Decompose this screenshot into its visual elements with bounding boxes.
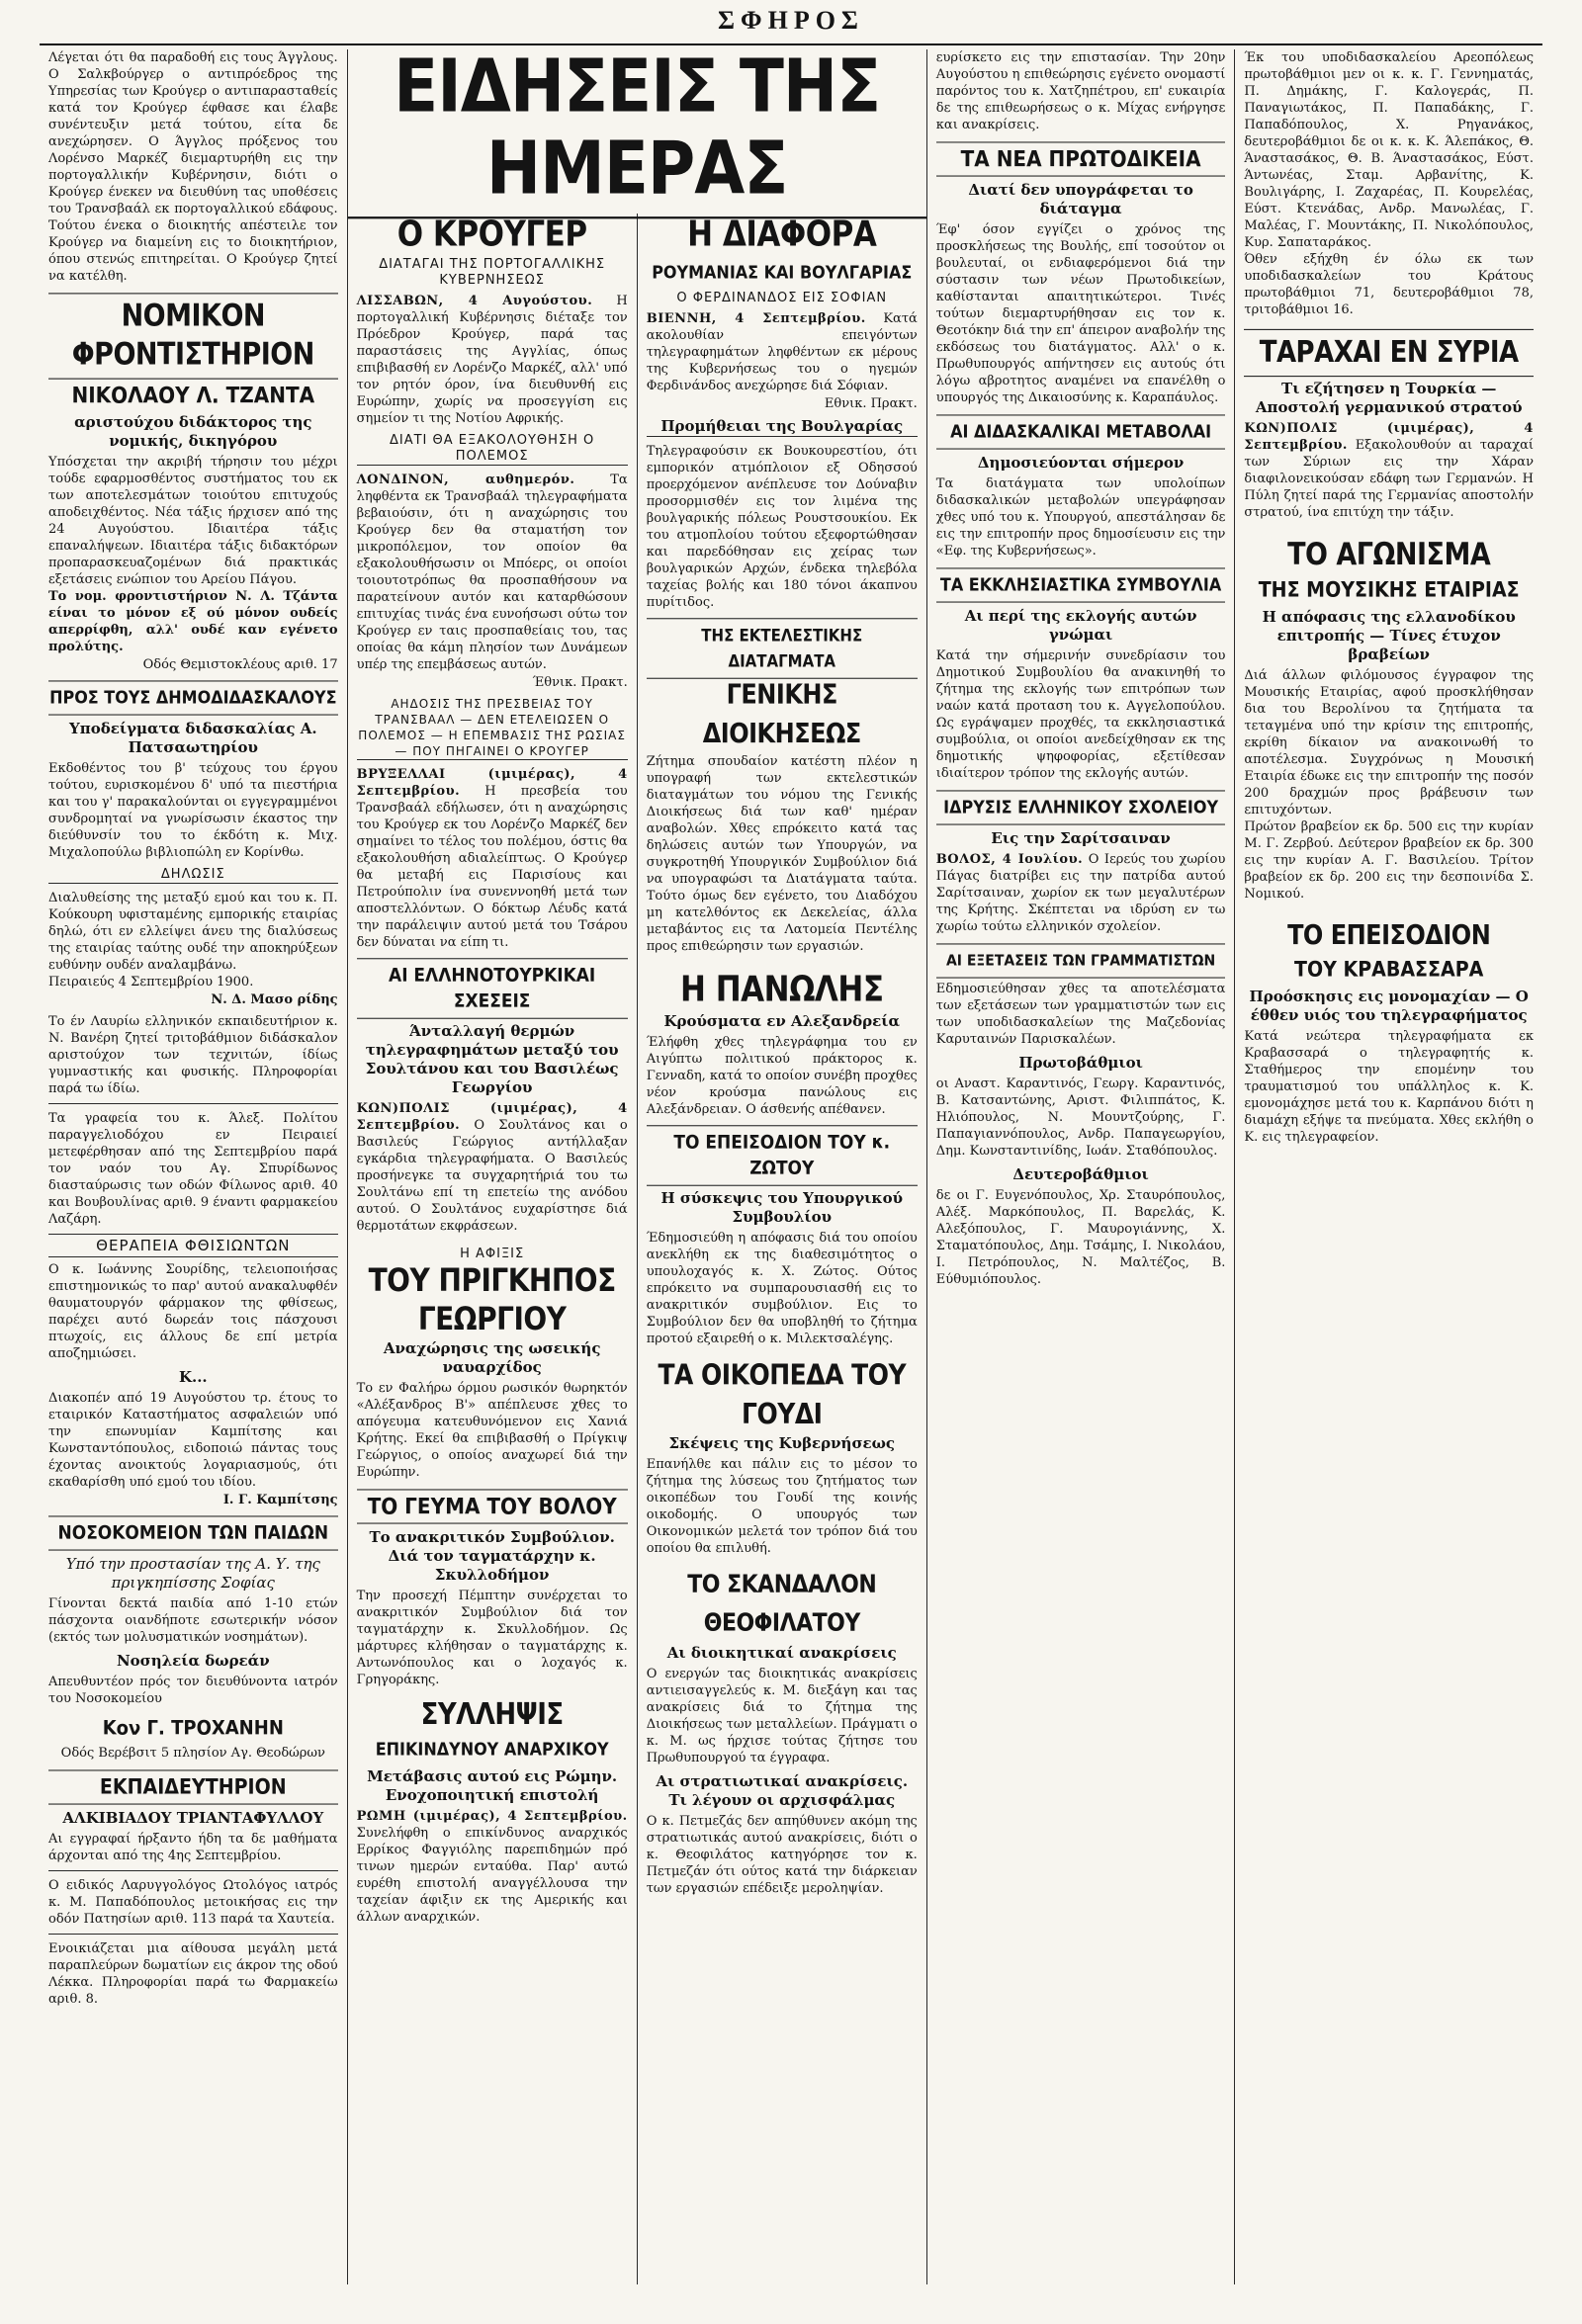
music-subtitle: Η απόφασις της ελλανοδίκου επιτροπής — Τίνες έτυχον βραβείων [1262,608,1516,663]
hospital-info: Απευθυντέον πρός τον διευθύνοντα ιατρόν του Νοσοκομείου [48,1675,338,1706]
school-founding-title: ΙΔΡΥΣΙΣ ΕΛΛΗΝΙΚΟΥ ΣΧΟΛΕΙΟΥ [936,790,1226,824]
war-dateline: ΛΟΝΔΙΝΟΝ, αυθημερόν. [356,473,575,487]
hospital-subtitle: Υπό την προστασίαν της Α. Υ. της πριγκηπίσσης Σοφίας [65,1555,320,1592]
lyceum-ad: Το έν Λαυρίω ελληνικόν εκπαιδευτήριον κ. Ν. Βανέρη ζητεί τριτοβάθμιον διδάσκαλον αριστούχον των τεχνιτών, ίδίως γυμναστικής και φυσικής. Πληροφορίαι παρά τω ίδίω. [48,1014,338,1096]
teachers-subtitle: Υποδείγματα διδασκαλίας Α. Πατσαωτηρίου [69,720,317,756]
banner-section [348,49,927,2284]
second-grade-body: δε οι Γ. Ευγενόπουλος, Χρ. Σταυρόπουλος, Αλέξ. Μαρκόπουλος, Π. Βαρελάς, Κ. Αλεξόπουλος, Γ. Μαυρογιάννης, Χ. Σταματόπουλος, Δημ. Τσάμης, Ι. Νικολάου, Ι. Πετρόπουλος, Ν. Μαλτέζος, Β. Εύθυμιόπουλος. [935,1188,1226,1287]
church-subtitle: Αι περί της εκλογής αυτών γνώμαι [964,607,1197,644]
therapy-title: ΘΕΡΑΠΕΙΑ ΦΘΙΣΙΩΝΤΩΝ [48,1234,338,1257]
exams-summary: Όθεν εξήχθη έν όλω εκ των υποδιδασκαλείων του Κράτους πρωτοβάθμιοι 71, δευτεροβάθμιοι 78, τριτοβάθμιοι 16. [1244,252,1534,317]
top-rule [40,43,1542,45]
incident-subtitle: Προόσκησις εις μονομαχίαν — Ο έθθεν υιός του τηλεγραφήματος [1249,988,1529,1024]
school-founding-subtitle: Εις την Σαρίτσαιναν [991,829,1171,847]
plague-body: Έλήφθη χθες τηλεγράφημα του εν Αιγύπτω πολιτικού πράκτορος κ. Γενναδη, κατά το οποίον συνέβη προχθες νέον κρούσμα πανώλους εις Αλεξάνδρειαν. Ο άσθενής απέθανεν. [646,1035,918,1117]
exams-continuation: Έκ του υποδιδασκαλείου Αρεοπόλεως πρωτοβάθμιοι μεν οι κ. κ. Γ. Γεννηματάς, Π. Δημάκης, Γ. Καλογεράς, Π. Παναγιωτάκος, Π. Παπαδάκης, Γ. Παπαδόπουλος, Χ. Ρηγανάκος, δευτεροβάθμιοι δε οι κ. κ. Κ. Άλεπάκος, Θ. Άναστασάκος, Θ. Β. Άναστασάκος, Εύστ. Άντωνέας, Σταμ. Αρβανίτης, Κ. Βουλιγάρης, Ι. Ζαχαρέας, Π. Κουρελέας, Εύστ. Κτενάδας, Ανδρ. Μανωλέας, Γ. Μαλέας, Γ. Μουντάκης, Π. Νικολόπουλος, Κυρ. Σαπαταράκος. [1244,50,1534,250]
volos-body: Την προσεχή Πέμπτην συνέρχεται το ανακριτικόν Συμβούλιον διά τον ταγματάρχην κ. Σκυλλοδήμον. Ως μάρτυρες κλήθησαν ο ταγματάρχης κ. Αντωνόπουλος και ο λοχαγός κ. Γρηγοράκης. [356,1589,628,1687]
prize-body: Πρώτον βραβείον εκ δρ. 500 εις την κυρίαν Μ. Γ. Ζερβού. Δεύτερον βραβείον εκ δρ. 300 εις την κυρίαν Α. Γ. Βασιλείου. Τρίτον βραβείον εκ δρ. 200 εις την δεσποινίδα Σ. Νομικού. [1244,819,1534,902]
zotos-body: Έδημοσιεύθη η απόφασις διά του οποίου ανεκλήθη εκ της διαθεσιμότητος ο υπουλοχαγός κ. Χ. Ζώτος. Ούτος επρόκειτο να συμπαρουσιασθή εις το ανακριτικόν συμβούλιον. Εις το Συμβούλιον δεν θα υποβληθή το ζήτημα προτού εξαιρεθή ο κ. Μιλεκτσαλέγης. [646,1231,918,1346]
diff-source: Εθνικ. Πρακτ. [824,396,918,411]
exams-title: ΑΙ ΕΞΕΤΑΣΕΙΣ ΤΩΝ ΓΡΑΜΜΑΤΙΣΤΩΝ [936,943,1226,978]
church-body: Κατά την σήμερινήν συνεδρίασιν του Δημοτικού Συμβουλίου θα ανακινηθή το ζήτημα της εκλογής των επιτρόπων των ναών κατά προταση του κ. Αγγελοπούλου. Ως εγράψαμεν προχθές, τα εκκλησιαστικά συμβούλια, οι οποίοι ανεδείχθησαν εκ της δημοτικής ψηφοφορίας, εξετίθεσαν ιδιαίτερον τρόπον της εκλογής αυτών. [935,648,1226,781]
goudi-subtitle: Σκέψεις της Κυβερνήσεως [668,1434,896,1452]
first-grade-body: οι Αναστ. Καραντινός, Γεωργ. Καραντινός, Β. Κατσαντώνης, Αριστ. Φιλιππάτος, Κ. Ηλιόπουλος, Ν. Μουντζούρης, Γ. Παπαγιαννόπουλος, Ανδρ. Παπαγεωργίου, Δημ. Κωνσταντινίδης, Ιωάν. Σταθόπουλος. [935,1076,1226,1159]
dilosis-place: Πειραιεύς 4 Σεπτεμβρίου 1900. [48,975,254,990]
relations-subtitle: Άνταλλαγή θερμών τηλεγραφημάτων μεταξύ του Σουλτάνου και του Βασιλέως Γεωργίου [365,1022,619,1096]
music-body: Διά άλλων φιλόμουσος έγγραφον της Μουσικής Εταιρίας, αφού προσκλήθησαν δια του Βερολίνου τα ζητήματα τα τεταγμένα υπό την κρίσιν της επιτροπής, εκρίθη δίκαιον να ανακοινωθή το αποτέλεσμα. Συγχρόνως η Μουσική Εταιρία έδωκε εις την επιτροπήν της ποσόν 200 δραχμών προς βράβευσιν των επιτυχόντων. [1244,668,1534,818]
goudi-body: Επανήλθε και πάλιν εις το μέσον το ζήτημα της λύσεως του ζητήματος των οικοπέδων του Γουδί της κοινής οικοδομής. Ο υπουργός των Οικονομικών μελετά τον τρόπον διά του οποίου θα επιλυθή. [646,1457,918,1556]
therapy-body: Ο κ. Ιωάννης Σουρίδης, τελειοποιήσας επιστημονικώς το παρ' αυτού ανακαλυφθέν θαυματουργόν φάρμακον της φθίσεως, παρέχει αυτό δωρεάν τοις πάσχουσι πτωχοίς, εις άλλους δε επί μετρία αποζημιώσει. [48,1262,338,1361]
church-title: ΤΑ ΕΚΚΛΗΣΙΑΣΤΙΚΑ ΣΥΜΒΟΥΛΙΑ [936,567,1226,602]
frontist-fee: Το νομ. φροντιστήριον Ν. Λ. Τζάντα είναι το μόνον εξ ού μόνον ουδείς απερρίφθη, αλλ' ουδέ καν εγένετο προλύτης. [48,589,338,654]
relations-title: ΑΙ ΕΛΛΗΝΟΤΟΥΡΚΙΚΑΙ ΣΧΕΣΕΙΣ [357,958,628,1019]
court-subtitle: Διατί δεν υπογράφεται το διάταγμα [968,181,1193,217]
columns [40,49,1542,2284]
school-name: ΑΛΚΙΒΙΑΔΟΥ ΤΡΙΑΝΤΑΦΥΛΛΟΥ [62,1809,324,1827]
war-source: Έθνικ. Πρακτ. [532,675,628,690]
goudi-title: ΤΑ ΟΙΚΟΠΕΔΑ ΤΟΥ ΓΟΥΔΙ [658,1358,907,1430]
second-grade-subtitle: Δευτεροβάθμιοι [1012,1165,1149,1183]
arrest-title-2: ΕΠΙΚΙΝΔΥΝΟΥ ΑΝΑΡΧΙΚΟΥ [375,1739,609,1760]
frontist-subtitle: αριστούχου διδάκτορος της νομικής, δικηγόρου [74,413,312,450]
kruger-title: Ο ΚΡΟΥΓΕΡ [396,214,587,255]
embassy-body: Η πρεσβεία του Τρανσβαάλ εδήλωσεν, ότι η αναχώρησις του Κρούγερ εκ του Λορένζο Μαρκέζ δεν σημαίνει το τέλος του πολέμου, όστις θα εξακολουθήση αδιαλείπτως. Ο Κρούγερ θα μεταβή εις Παρισίους και Πετρούπολιν ίνα συνεννοηθή μετά των αποστελλόντων. Ο δόκτωρ Λέυδς κατά την παράλειψιν αυτού μετά του Τσάρου δεν δύναται να είπη τι. [356,784,628,950]
relations-dateline: ΚΩΝ)ΠΟΛΙΣ (ιμιμέρας), 4 Σεπτεμβρίου. [356,1101,628,1133]
masthead: ΣΦΗΡΟΣ [718,6,864,35]
relations-body: Ο Σουλτάνος και ο Βασιλεύς Γεώργιος αντήλλαξαν εγκάρδια τηλεγραφήματα. Ο Βασιλεύς προσήνεγκε τα συγχαρητήριά του τω Σουλτάνω επί τη επετείω της ανόδου αυτού. Ο Σουλτάνος ευχαρίστησε διά θερμοτάτων εκφράσεων. [356,1118,628,1234]
banner-subcolumns [348,214,926,2284]
arrest-dateline: ΡΩΜΗ (ιμιμέρας), 4 Σεπτεμβρίου. [356,1809,628,1824]
kruger-subtitle: ΔΙΑΤΑΓΑΙ ΤΗΣ ΠΟΡΤΟΓΑΛΛΙΚΗΣ ΚΥΒΕΡΝΗΣΕΩΣ [379,257,606,288]
court-title: ΤΑ ΝΕΑ ΠΡΩΤΟΔΙΚΕΙΑ [936,141,1226,176]
column-2 [348,214,638,2284]
diff-subtitle: ΡΟΥΜΑΝΙΑΣ ΚΑΙ ΒΟΥΛΓΑΡΙΑΣ [652,262,913,283]
diff-dateline: ΒΙΕΝΝΗ, 4 Σεπτεμβρίου. [646,311,866,326]
arrest-body: Συνελήφθη ο επικίνδυνος αναρχικός Ερρίκος Φαγγιόλης παρεπιδημών πρό τινων ημερών ενταύθα. Παρ' αυτώ ευρέθη επιστολή αναγγέλλουσα την ταχείαν άφιξιν εκ της Αμερικής και άλλων αναρχικών. [356,1826,628,1925]
prince-caption: Η ΑΦΙΞΙΣ [460,1247,525,1261]
court-body: Έφ' όσον εγγίζει ο χρόνος της προσκλήσεως της Βουλής, επί τοσούτον οι βουλευταί, οι ενδιαφερόμενοι διά την σύστασιν των νέων Πρωτοδικείων, καθίστανται απαιτητικώτεροι. Τινές τούτων διεμαρτυρήθησαν εις τον κ. Θεοτόκην διά την επ' άπειρον αναβολήν της εκδόσεως του διατάγματος. Αλλ' ο κ. Πρωθυπουργός απήντησεν εις αυτούς ότι λόγω αβροτητος αναμένει να επανέλθη ο υπουργός της Δικαιοσύνης κ. Καραπάυλος. [935,222,1226,405]
incident-body: Κατά νεώτερα τηλεγραφήματα εκ Κραβασσαρά ο τηλεγραφητής κ. Σταθήμερος την επομένην του τραυματισμού του υπάλληλος κ. Κ. εμονομάχησε μετά του κ. Καρπάνου διότι η διαμάχη εξήψε τα πνεύματα. Χθες εκλήθη ο Κ. εις τηλεγραφείον. [1244,1029,1534,1145]
hospital-free: Νοσηλεία δωρεάν [116,1652,270,1670]
military-subtitle: Αι στρατιωτικαί ανακρίσεις. Τι λέγουν οι αρχισφάλμας [656,1772,909,1809]
column-3 [638,214,926,2284]
provision-title: Προμήθειαι της Βουλγαρίας [647,417,918,437]
hospital-body: Γίνονται δεκτά παιδία από 1-10 ετών πάσχοντα οιανδήποτε εσωτερικήν νόσον (εκτός των μολυσματικών νοσημάτων). [48,1596,338,1645]
arrest-title: ΣΥΛΛΗΨΙΣ [420,1697,564,1733]
school-founding-body: Ο Ιερεύς του χωρίου Πάγας διατρίβει εις την πατρίδα αυτού Σαρίτσαιναν, χωρίον εκ των μεγαλυτέρων της Κρήτης. Σκέπτεται να ιδρύση εν τω χωρίω τούτω ελληνικόν σχολείον. [935,852,1226,934]
troxanis-address: Οδός Βερέβσιτ 5 πλησίον Αγ. Θεοδώρων [60,1746,325,1761]
war-title: ΔΙΑΤΙ ΘΑ ΕΞΑΚΟΛΟΥΘΗΣΗ Ο ΠΟΛΕΜΟΣ [357,433,628,466]
diff-title: Η ΔΙΑΦΟΡΑ [687,214,877,255]
troxanis-title: Κον Γ. ΤΡΟΧΑΝΗΝ [102,1716,284,1740]
k-title: Κ... [178,1368,208,1386]
syria-title: ΤΑΡΑΧΑΙ ΕΝ ΣΥΡΙΑ [1244,329,1534,377]
military-body: Ο κ. Πετμεζάς δεν απηύθυνεν ακόμη της στρατιωτικάς αυτού ανακρίσεις, διότι ο κ. Θεοφιλάτος κατηγόρησε τον κ. Πετμεζάν ότι ούτος κατά την διάρκειαν των εργασιών επέδειξε μεροληψίαν. [646,1814,918,1896]
zotos-title: ΤΟ ΕΠΕΙΣΟΔΙΟΝ ΤΟΥ κ. ΖΩΤΟΥ [647,1125,918,1186]
syria-subtitle: Τι εζήτησεν η Τουρκία — Αποστολή γερμανικού στρατού [1255,380,1523,416]
hospital-title: ΝΟΣΟΚΟΜΕΙΟΝ ΤΩΝ ΠΑΙΔΩΝ [48,1515,338,1550]
volos-title: ΤΟ ΓΕΥΜΑ ΤΟΥ ΒΟΛΟΥ [357,1489,628,1523]
diff-caption: Ο ΦΕΡΔΙΝΑΝΔΟΣ ΕΙΣ ΣΟΦΙΑΝ [676,291,888,305]
embassy-title: ΑΗΔΟΣΙΣ ΤΗΣ ΠΡΕΣΒΕΙΑΣ ΤΟΥ ΤΡΑΝΣΒΑΑΛ — ΔΕΝ ΕΤΕΛΕΙΩΣΕΝ Ο ΠΟΛΕΜΟΣ — Η ΕΠΕΜΒΑΣΙΣ ΤΗΣ ΡΩΣΙΑΣ — ΠΟΥ ΠΗΓΑΙΝΕΙ Ο ΚΡΟΥΓΕΡ [358,697,626,758]
rent-ad: Ενοικιάζεται μια αίθουσα μεγάλη μετά παραπλεύρων δωματίων εις άκρον της οδού Λέκκα. Πληροφορίαι παρά τω Φαρμακείω αριθ. 8. [48,1941,338,2007]
column-4 [927,49,1236,2284]
syria-dateline: ΚΩΝ)ΠΟΛΙΣ (ιμιμέρας), 4 Σεπτεμβρίου. [1244,421,1534,453]
prince-body: Το εν Φαλήρω όρμου ρωσικόν θωρηκτόν «Αλέξανδρος Β'» απέπλευσε χθες το απόγευμα κατευθυνόμενον εις Χανιά Κρήτης. Εκεί θα επιβιβασθή ο Πρίγκιψ Γεώργιος, ο οποίος αναχωρεί διά την Ευρώπην. [356,1381,628,1480]
provision-body: Τηλεγραφούσιν εκ Βουκουρεστίου, ότι εμπορικόν ατμόπλοιον εξ Οδησσού προερχόμενον ανέπλευσε τον Δούναβιν προσορμισθέν εις τον λιμένα της βουλγαρικής πόλεως Ρουστσουκίου. Εκ του ατμοπλοίου τούτου εξεφορτώθησαν και παρεδόθησαν εις χείρας των βουλγαρικών Αρχών, ένδεκα τηλεβόλα ταχείας βολής και 180 τόνοι άκαπνου πυρίτιδος. [646,444,918,610]
prince-subtitle: Αναχώρησις της ωσεικής ναυαρχίδος [383,1339,601,1376]
column-5 [1235,49,1542,2284]
teachers-title: ΠΡΟΣ ΤΟΥΣ ΔΗΜΟΔΙΔΑΣΚΑΛΟΥΣ [48,680,338,715]
column-1 [40,49,348,2284]
kruger-continuation: Λέγεται ότι θα παραδοθή εις τους Άγγλους. Ο Σαλκβούργερ ο αντιπρόεδρος της Υπηρεσίας των Κρούγερ ο αντιπαρασταθείς κατά τον Κρούγερ έφθασε και έλαβε συνέντευξιν μετά τούτου, είτα δε ανεχώρησεν. Ο Άγγλος πρόξενος του Λορένσο Μαρκέζ διεμαρτυρήθη εις την πορτογαλλικήν Κυβέρνησιν, διότι ο Κρούγερ ένεκεν να διευθύνη τας υποθέσεις του Τρανσβαάλ εκ πορτογαλλικού εδάφους. Τούτου ένεκα ο διοικητής απέστειλε τον Κρούγερ να διαμείνη εις το διοικητήριον, όπου στενώς επιτηρείται. Ο Κρούγερ ζητεί να κατέλθη. [48,50,338,284]
theofilatos-title: ΤΟ ΣΚΑΝΔΑΛΟΝ ΘΕΟΦΙΛΑΤΟΥ [687,1570,877,1638]
embassy-dateline: ΒΡΥΞΕΛΛΑΙ (ιμιμέρας), 4 Σεπτεμβρίου. [356,767,628,799]
volos-subtitle: Το ανακριτικόν Συμβούλιον. Διά τον ταγματάρχην κ. Σκυλλοδήμον [369,1528,615,1584]
plague-subtitle: Κρούσματα εν Αλεξανδρεία [663,1012,901,1030]
music-title: ΤΟ ΑΓΩΝΙΣΜΑ [1287,537,1491,573]
teacher-changes-title: ΑΙ ΔΙΔΑΣΚΑΛΙΚΑΙ ΜΕΤΑΒΟΛΑΙ [936,414,1226,449]
plague-title: Η ΠΑΝΩΛΗΣ [679,969,884,1010]
incident-title: ΤΟ ΕΠΕΙΣΟΔΙΟΝ [1287,918,1491,952]
school-body: Αι εγγραφαί ήρξαντο ήδη τα δε μαθήματα άρχονται από της 4ης Σεπτεμβρίου. [48,1832,338,1863]
dilosis-body: Διαλυθείσης της μεταξύ εμού και του κ. Π. Κούκουρη υφισταμένης εμπορικής εταιρίας δηλώ, ότι εν ελλείψει άνευ της διαλύσεως της εταιρίας ταύτης ουδέ την αποκηρύξεων ευθύνην ουδέν αναλαμβάνω. [48,891,338,973]
teachers-body: Εκδοθέντος του β' τεύχους του έργου τούτου, ευρισκομένου δ' υπό τα πιεστήρια και του γ' παρακαλούνται οι εγγεγραμμένοι συνδρομηταί να γνωρίσωσιν έκαστος την διεύθυνσίν του το έκδότη κ. Μιχ. Μιχαλοπούλω βιβλιοπώλη εν Κορίνθω. [48,761,338,860]
syria-body: Εξακολουθούν αι ταραχαί των Σύριων εις την Χάραν διαφιλονεικούσαν εδάφη των Γερμανών. Η Πύλη ζητεί παρά της Γερμανίας αποστολήν στρατού, ίνα επιτύχη την τάξιν. [1244,438,1534,520]
first-grade-subtitle: Πρωτοβάθμιοι [1018,1054,1143,1072]
zotos-subtitle: Η σύσκεψις του Υπουργικού Συμβουλίου [660,1189,904,1226]
school-title: ΕΚΠΑΙΔΕΥΤΗΡΙΟΝ [48,1769,338,1804]
regulation-body: Ζήτημα σπουδαίον κατέστη πλέον η υπογραφή των εκτελεστικών διαταγμάτων του νόμου της Γενικής Διοικήσεως διά των καθ' ημέραν αναβολών. Χθες επρόκειτο κατά τας δηλώσεις αυτών των Υπουργών, να συγκροτηθή Υπουργικόν Συμβούλιον διά να υπογραφώσι τα Διατάγματα ταύτα. Τούτο όμως δεν εγένετο, του Διαδόχου μη κατελθόντος εκ Δεκελείας, άλλα μεταβάντος εις τα Λατομεία Πεντέλης προς επιθεώρησιν των εργασιών. [646,754,918,954]
school-founding-dateline: ΒΟΛΟΣ, 4 Ιουλίου. [935,852,1084,867]
doctor-ad: Ο ειδικός Λαρυγγολόγος Ωτολόγος ιατρός κ. Μ. Παπαδόπουλος μετοικήσας εις την οδόν Πατησίων αριθ. 113 παρά τα Χαυτεία. [48,1878,338,1927]
incident-title-2: ΤΟΥ ΚΡΑΒΑΣΣΑΡΑ [1294,957,1484,983]
diff-body: Κατά ακολουθίαν επειγόντων τηλεγραφημάτων ληφθέντων εκ μέρους της Κυβερνήσεως του ο ηγεμών Φερδινάνδος ανεχώρησε διά Σόφιαν. [646,311,918,393]
war-body: Τα ληφθέντα εκ Τρανσβαάλ τηλεγραφήματα βεβαιούσιν, ότι η αναχώρησις του Κρούγερ δεν θα σταματήση τον μικροπόλεμον, τον οποίον θα εξακολουθήσωσιν οι Μπόερς, οι οποίοι τοιουτοτρόπως θα προσπαθήσουν να παρατείνουν αυτόν και καταρθώσουν επιτυχίας τινάς ένα ευνοήσωσι ούτω τον Κρούγερ εν ταις προσπαθείαις του, τας οποίας θα κάμη πλησίον των Δυνάμεων υπέρ της επεμβάσεως αυτών. [356,473,628,672]
kruger-dateline: ΛΙΣΣΑΒΩΝ, 4 Αυγούστου. [356,294,593,308]
inspection-continuation: ευρίσκετο εις την επιστασίαν. Την 20ην Αυγούστου η επιθεώρησις εγένετο ονομαστί παρόντος του κ. Χατζηπέτρου, επ' ευκαιρία δε της επιθεωρήσεως ο κ. Μίχας ενήργησε και ανακρίσεις. [935,50,1226,132]
frontist-address: Οδός Θεμιστοκλέους αριθ. 17 [142,657,338,672]
kruger-body: Η πορτογαλλική Κυβέρνησις διέταξε τον Πρόεδρον Κρούγερ, παρά τας παραστάσεις της Αγγλίας, όπως επιβιβασθή εν Λορένζο Μαρκέζ, αλλ' υπό τον ρητόν όρον, ίνα διευθυνθή εις Ευρώπην, χωρίς να προσεγγίση εις σημείον τι της Νοτίου Αφρικής. [356,294,628,426]
teacher-changes-subtitle: Δημοσιεύονται σήμερον [977,454,1185,472]
frontist-title: ΝΟΜΙΚΟΝ ΦΡΟΝΤΙΣΤΗΡΙΟΝ [48,293,338,379]
prince-title: ΤΟΥ ΠΡΙΓΚΗΠΟΣ ΓΕΩΡΓΙΟΥ [368,1260,616,1337]
theofilatos-body: Ο ενεργών τας διοικητικάς ανακρίσεις αντιεισαγγελεύς κ. Μ. διεξάγη και τας ανακρίσεις διά το ζήτημα της Διοικήσεως των μεταλλείων. Πράγματι ο κ. Μ. ως ήρχισε τούτας ζήτησε του Πρωθυπουργού τα έγγραφα. [646,1667,918,1765]
exams-body: Εδημοσιεύθησαν χθες τα αποτελέσματα των εξετάσεων των γραμματιστών των εις των υποδιδασκαλείων της Μαζεδονίας Καρυταινών Παρισκαλέων. [935,982,1226,1047]
teacher-changes-body: Τα διατάγματα των υπολοίπων διδασκαλικών μεταβολών υπεγράφησαν χθες υπό του κ. Υπουργού, απεστάλησαν δε εις την επιτροπήν προς δημοσίευσιν εις την «Εφ. της Κυβερνήσεως». [935,476,1226,559]
arrest-subtitle: Μετάβασις αυτού εις Ρώμην. Ενοχοποιητική επιστολή [367,1767,618,1804]
frontist-body: Υπόσχεται την ακριβή τήρησιν του μέχρι τούδε εφαρμοσθέντος συστήματος του εκ των αποτελεσμάτων τοιούτου επιτυχούς αποδειχθέντος. Νέα τάξις ήρχισεν από της 24 Αυγούστου. Ιδιαιτέρα τάξις επαναλήψεων. Ιδιαιτέρα τάξις διδακτόρων προπαρασκευαζομένων διά πρακτικάς εξετάσεις ενώπιον του Αρείου Πάγου. [48,455,338,587]
dilosis-title: ΔΗΛΩΣΙΣ [48,867,338,884]
divider [48,1103,338,1104]
banner-title: ΕΙΔΗΣΕΙΣ ΤΗΣ ΗΜΕΡΑΣ [348,49,926,218]
music-title-2: ΤΗΣ ΜΟΥΣΙΚΗΣ ΕΤΑΙΡΙΑΣ [1258,577,1520,603]
k-body: Διακοπέν από 19 Αυγούστου τρ. έτους το εταιρικόν Καταστήματος ασφαλειών υπό την επωνυμίαν Καμπίτσης και Κωνσταντόπουλος, ειδοποιώ πάντας τους έχοντας ανοικτούς λογαριασμούς, ότι εκαθαρίσθη υπό εμού του ιδίου. [48,1391,338,1490]
theofilatos-subtitle: Αι διοικητικαί ανακρίσεις [666,1644,897,1662]
offices-ad: Τα γραφεία του κ. Άλεξ. Πολίτου παραγγελιοδόχου εν Πειραιεί μετεφέρθησαν από της Σεπτεμβρίου παρά τον ναόν του Αγ. Σπυρίδωνος διασταύρωσις των οδών Φίλωνος αριθ. 40 και Βουβουλίνας αριθ. 9 έναντι φαρμακείου Λαζάρη. [48,1111,338,1227]
regulation-title: ΤΗΣ ΕΚΤΕΛΕΣΤΙΚΗΣ ΔΙΑΤΑΓΜΑΤΑ [647,618,918,679]
divider [48,1870,338,1871]
k-signature: Ι. Γ. Καμπίτσης [222,1493,338,1507]
regulation-title-2: ΓΕΝΙΚΗΣ ΔΙΟΙΚΗΣΕΩΣ [702,678,861,749]
divider [48,1934,338,1935]
dilosis-signature: Ν. Δ. Μασο ρίδης [211,992,338,1007]
frontist-name: ΝΙΚΟΛΑΟΥ Λ. ΤΖΑΝΤΑ [71,382,315,409]
